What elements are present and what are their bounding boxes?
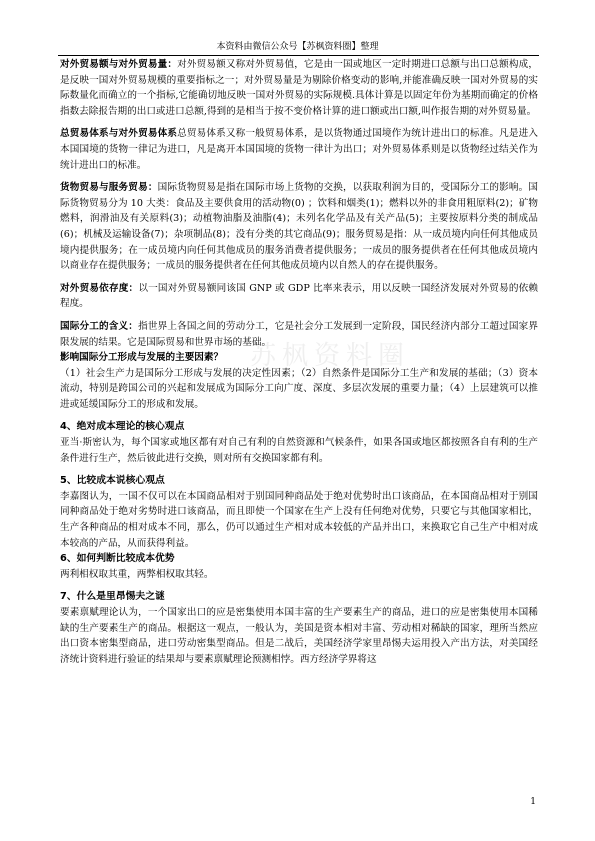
term-body: 总贸易体系又称一般贸易体系，是以货物通过国境作为统计进出口的标准。凡是进入本国国境的货物一律记为进口，凡是离开本国国境的货物一律计为出口；对外贸易体系则是以货物经过结关作为统计进出口的标准。 bbox=[60, 128, 539, 171]
section-heading: 7、什么是里昂惕夫之谜 bbox=[60, 591, 165, 603]
paragraph: 两利相权取其重，两弊相权取其轻。 bbox=[60, 568, 214, 580]
page-number: 1 bbox=[530, 797, 536, 807]
term-body: 对外贸易额又称对外贸易值，它是由一国或地区一定时期进口总额与出口总额构成，是反映一国对外贸易规模的重要指标之一；对外贸易量是为剔除价格变动的影响,并能准确反映一国对外贸易的实际数量化而确立的一个指标,它能确切地反映一国对外贸易的实际规模.具体计算是以固定年份为基期而确定的价格指数去除报告期的出口或进口总额,得到的是相当于按不变价格计算的进口额或出口额,叫作报告期的对外贸易量。 bbox=[60, 59, 539, 117]
header-rule bbox=[58, 55, 539, 56]
paragraph bbox=[60, 126, 538, 173]
term-body: 国际货物贸易是指在国际市场上货物的交换，以获取利润为目的，受国际分工的影响。国际货物贸易分为 10 大类：食品及主要供食用的活动物(0) ；饮料和烟类(1)；燃料以外的非食用粗原料(2)；矿物燃料，润滑油及有关原料(3)；动植物油脂及油脂(4)；未列名化学品及有关产品(5)；主要按原料分类的制成品(6)；机械及运输设备(7)；杂项制品(8)；没有分类的其它商品(9)；服务贸易是指：从一成员境内向任何其他成员境内提供服务；在一成员境内向任何其他成员的服务消费者提供服务；一成员的服务提供者在任何其他成员境内以商业存在提供服务；一成员的服务提供者在任何其他成员境内以自然人的存在提供服务。 bbox=[60, 182, 539, 272]
paragraph: 李嘉图认为，一国不仅可以在本国商品相对于别国同种商品处于绝对优势时出口该商品，在本国商品相对于别国同种商品处于绝对劣势时进口该商品，而且即使一个国家在生产上没有任何绝对优势，只要它与其他国家相比，生产各种商品的相对成本不同，那么，仍可以通过生产相对成本较低的产品并出口，来换取它自己生产中相对成本较高的产品，从而获得利益。 bbox=[60, 490, 538, 549]
term-body: 指世界上各国之间的劳动分工，它是社会分工发展到一定阶段，国民经济内部分工超过国家界限发展的结果。它是国际贸易和世界市场的基础。 bbox=[60, 320, 539, 348]
paragraph: （1）社会生产力是国际分工形成与发展的决定性因素；（2）自然条件是国际分工生产和发展的基础；（3）资本流动，特别是跨国公司的兴起和发展成为国际分工向广度、深度、多层次发展的重要力量；（4）上层建筑可以推进或延缓国际分工的形成和发展。 bbox=[60, 367, 538, 410]
term-title: 国际分工的含义： bbox=[60, 320, 139, 332]
term-title: 总贸易体系与对外贸易体系 bbox=[60, 128, 178, 140]
question-title: 影响国际分工形成与发展的主要因素？ bbox=[60, 352, 224, 364]
section-heading: 4、绝对成本理论的核心观点 bbox=[60, 421, 185, 433]
paragraph: 要素禀赋理论认为，一个国家出口的应是密集使用本国丰富的生产要素生产的商品，进口的应是密集使用本国稀缺的生产要素生产的商品。根据这一观点，一般认为，美国是资本相对丰富、劳动相对稀缺的国家，理所当然应出口资本密集型商品，进口劳动密集型商品。但是二战后，美国经济学家里昂惕夫运用投入产出方法，对美国经济统计资料进行验证的结果却与要素禀赋理论预测相悖。西方经济学界将这 bbox=[60, 607, 538, 665]
paragraph bbox=[60, 180, 538, 274]
watermark: 苏枫资料圈 bbox=[250, 341, 411, 371]
paragraph bbox=[60, 281, 538, 312]
paragraph bbox=[60, 319, 538, 350]
term-title: 对外贸易额与对外贸易量： bbox=[60, 59, 178, 70]
paragraph: 亚当·斯密认为，每个国家或地区都有对自己有利的自然资源和气候条件，如果各国或地区都按照各自有利的生产条件进行生产，然后彼此进行交换，则对所有交换国家都有利。 bbox=[60, 437, 538, 464]
term-body: 以一国对外贸易额同该国 GNP 或 GDP 比率来表示，用以反映一国经济发展对外贸易的依赖程度。 bbox=[60, 282, 538, 310]
term-title: 货物贸易与服务贸易： bbox=[60, 182, 158, 194]
section-heading: 5、比较成本说核心观点 bbox=[60, 475, 165, 487]
paragraph bbox=[60, 57, 538, 119]
page-header: 本资料由微信公众号【苏枫资料圈】整理 bbox=[216, 42, 379, 52]
term-title: 对外贸易依存度： bbox=[60, 282, 139, 294]
paragraph bbox=[60, 350, 538, 366]
document-body bbox=[60, 57, 538, 667]
section-heading: 6、如何判断比较成本优势 bbox=[60, 553, 175, 565]
